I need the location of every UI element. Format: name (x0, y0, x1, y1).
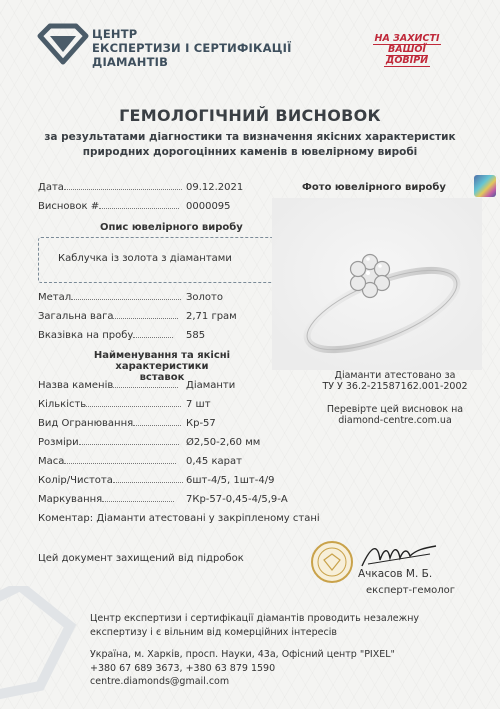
insert-label: Маркування (38, 494, 103, 505)
insert-row (38, 494, 174, 505)
address-line1: Україна, м. Харків, просп. Науки, 43а, Офісний центр "PIXEL" (90, 649, 395, 660)
number-value: 0000095 (186, 201, 231, 212)
subtitle-line2: природних дорогоцінних каменів в ювелірному виробі (82, 146, 418, 158)
org-name (92, 27, 292, 69)
footer-note (90, 612, 419, 640)
insert-label: Назва каменів (38, 380, 114, 391)
insert-row (38, 399, 181, 410)
cert-standard (300, 370, 490, 392)
number-row (38, 201, 179, 212)
dotted-leader (86, 406, 181, 407)
photo-label: Фото ювелірного виробу (302, 182, 446, 193)
signature-icon (360, 540, 440, 570)
dotted-leader (133, 425, 181, 426)
hallmark-row (38, 330, 173, 341)
insert-label: Колір/Чистота (38, 475, 113, 486)
dotted-leader (113, 387, 178, 388)
metal-value: Золото (186, 292, 223, 303)
cert-line1: Діаманти атестовано за (334, 370, 456, 381)
email-link[interactable]: centre.diamonds@gmail.com (90, 676, 230, 687)
security-note: Цей документ захищений від підробок (38, 553, 244, 564)
diamond-watermark-icon (0, 586, 80, 709)
insert-value: 7Кр-57-0,45-4/5,9-А (186, 494, 288, 505)
dotted-leader (71, 299, 181, 300)
insert-value: Кр-57 (186, 418, 216, 429)
cert-line2: ТУ У 36.2-21587162.001-2002 (322, 381, 468, 392)
hallmark-label: Вказівка на пробу (38, 330, 134, 341)
hologram-icon (474, 175, 496, 197)
verify-info (300, 404, 490, 426)
inserts-heading-line2: характеристики вставок (115, 361, 209, 383)
insert-value: 0,45 карат (186, 456, 242, 467)
dotted-leader (64, 189, 182, 190)
comment-value: Діаманти атестовані у закріпленому стані (96, 513, 320, 524)
insert-label: Розміри (38, 437, 79, 448)
weight-row (38, 311, 178, 322)
insert-row (38, 475, 183, 486)
signer-name: Ачкасов М. Б. (358, 568, 433, 580)
subtitle-line1: за результатами діагностики та визначення якісних характеристик (44, 131, 456, 143)
diamond-logo-icon (36, 22, 90, 66)
hallmark-value: 585 (186, 330, 206, 341)
metal-label: Метал (38, 292, 72, 303)
metal-row (38, 292, 181, 303)
footer-note-line1: Центр експертизи і сертифікації діамантів проводить незалежну (90, 613, 420, 624)
weight-value: 2,71 грам (186, 311, 237, 322)
dotted-leader (64, 463, 176, 464)
stamp-line3: ДОВІРИ (385, 55, 429, 66)
footer-note-line2: експертизу і є вільним від комерційних інтересів (90, 627, 337, 638)
page-subtitle (20, 130, 480, 160)
footer-address (90, 648, 395, 689)
verify-line1: Перевірте цей висновок на (326, 404, 464, 415)
org-name-line1: ЦЕНТР (92, 27, 138, 41)
insert-row (38, 456, 176, 467)
insert-row (38, 380, 178, 391)
verify-url[interactable]: diamond-centre.com.ua (338, 415, 452, 426)
date-label: Дата (38, 182, 64, 193)
signer-role: експерт-гемолог (366, 585, 455, 596)
insert-label: Маса (38, 456, 65, 467)
stamp-line2: ВАШОЇ (388, 44, 426, 55)
comment-label: Коментар: (38, 513, 94, 524)
org-name-line2: ЕКСПЕРТИЗИ І СЕРТИФІКАЦІЇ (92, 41, 292, 55)
phone-numbers[interactable]: +380 67 689 3673, +380 63 879 1590 (90, 662, 276, 674)
dotted-leader (99, 208, 179, 209)
insert-label: Кількість (38, 399, 87, 410)
dotted-leader (113, 318, 178, 319)
insert-value: 6шт-4/5, 1шт-4/9 (186, 475, 275, 486)
page-title: ГЕМОЛОГІЧНИЙ ВИСНОВОК (119, 106, 381, 125)
number-label: Висновок # (38, 201, 100, 212)
ring-photo (272, 198, 482, 370)
dotted-leader (102, 501, 174, 502)
org-name-line3: ДІАМАНТІВ (92, 55, 169, 69)
dotted-leader (133, 337, 173, 338)
gia-seal-icon (310, 540, 354, 584)
insert-value: Діаманти (186, 380, 236, 391)
item-description: Каблучка із золота з діамантами (58, 253, 232, 264)
dotted-leader (79, 444, 179, 445)
insert-value: Ø2,50-2,60 мм (186, 437, 261, 448)
comment-row (38, 513, 320, 524)
weight-label: Загальна вага (38, 311, 114, 322)
date-row (38, 182, 182, 193)
insert-row (38, 418, 181, 429)
inserts-heading (92, 350, 232, 383)
trust-stamp (362, 34, 452, 67)
insert-row (38, 437, 179, 448)
dotted-leader (113, 482, 183, 483)
date-value: 09.12.2021 (186, 182, 244, 193)
insert-value: 7 шт (186, 399, 211, 410)
stamp-line1: НА ЗАХИСТІ (374, 33, 440, 44)
insert-label: Вид Огранювання (38, 418, 134, 429)
inserts-heading-line1: Найменування та якісні (93, 350, 231, 361)
item-heading: Опис ювелірного виробу (100, 222, 243, 233)
